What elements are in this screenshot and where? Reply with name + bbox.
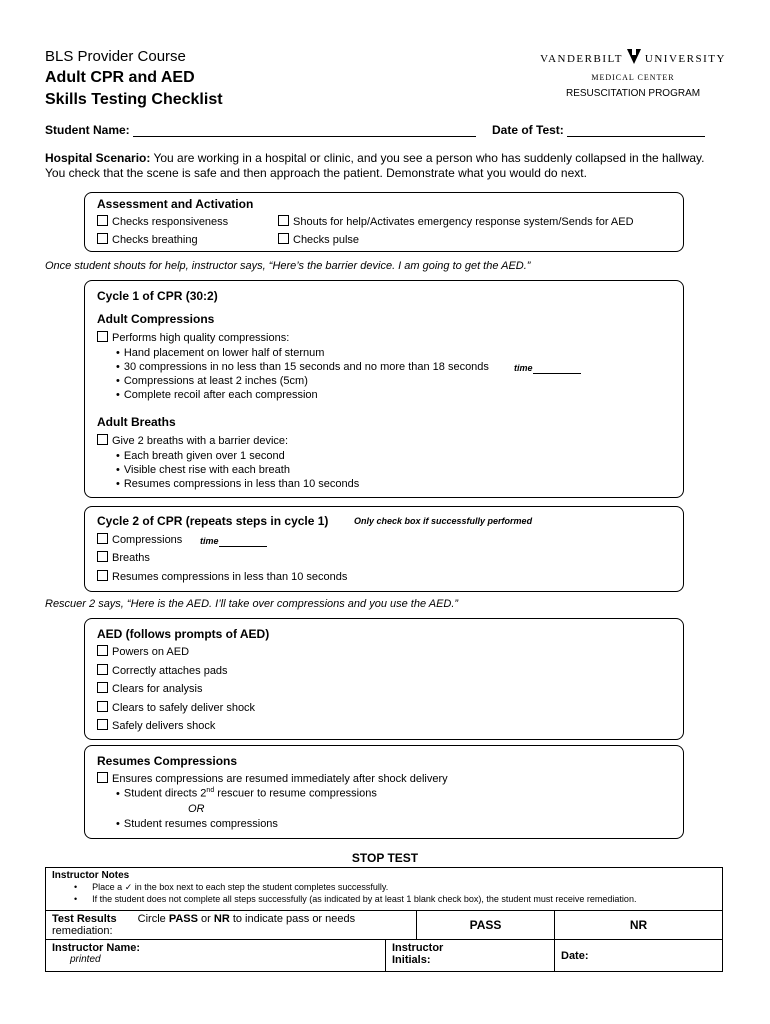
clears-for-analysis[interactable] — [97, 682, 202, 695]
bullet-text: rescuer to resume compressions — [214, 787, 377, 800]
instructor-notes-table — [45, 867, 723, 972]
rescuer-prompt: Rescuer 2 says, “Here is the AED. I’ll take over compressions and you use the AED.” — [45, 598, 459, 610]
performs-compressions[interactable] — [97, 331, 289, 344]
bullet-hand-placement: • Hand placement on lower half of sternum — [116, 347, 324, 359]
checkbox[interactable] — [97, 215, 108, 226]
attaches-pads[interactable] — [97, 664, 228, 677]
item-label: Clears for analysis — [112, 683, 203, 695]
instructor-notes-cell — [46, 868, 723, 911]
checkbox[interactable] — [97, 551, 108, 562]
checkbox[interactable] — [97, 772, 108, 783]
pass-option[interactable]: PASS — [417, 911, 555, 940]
student-name-label: Student Name: — [45, 123, 130, 137]
resumes-title: Resumes Compressions — [97, 754, 238, 768]
checkbox[interactable] — [278, 215, 289, 226]
test-results-cell — [46, 911, 417, 940]
printed-label: printed — [70, 954, 101, 965]
checkbox[interactable] — [97, 233, 108, 244]
cycle2-note: Only check box if successfully performed — [354, 516, 533, 526]
item-label: Ensures compressions are resumed immediately after shock delivery — [112, 773, 448, 785]
cycle2-time-field[interactable] — [200, 535, 267, 547]
date-label: Date: — [561, 949, 589, 962]
course-name: BLS Provider Course — [45, 48, 186, 65]
checkmark-icon: ✓ — [124, 882, 133, 892]
checkbox[interactable] — [278, 233, 289, 244]
item-label: Performs high quality compressions: — [112, 332, 290, 344]
logo-left-text: VANDERBILT — [540, 53, 623, 65]
item-label: Shouts for help/Activates emergency response system/Sends for AED — [293, 216, 634, 228]
bullet-30-compressions: • 30 compressions in no less than 15 seconds and no more than 18 seconds — [116, 361, 489, 373]
bullet-student-resumes: • Student resumes compressions — [116, 818, 278, 830]
bullet-breath-duration: • Each breath given over 1 second — [116, 450, 285, 462]
item-label: Checks responsiveness — [112, 216, 229, 228]
initials-label-2: Initials: — [392, 954, 431, 966]
item-label: Powers on AED — [112, 646, 190, 658]
aed-title: AED (follows prompts of AED) — [97, 627, 270, 641]
test-results-label: Test Results — [52, 913, 117, 925]
logo-v-icon — [627, 49, 641, 69]
logo-right-text: UNIVERSITY — [644, 53, 726, 65]
nr-option[interactable]: NR — [555, 911, 723, 940]
instruction-text: to indicate pass or needs remediation: — [52, 913, 356, 937]
checkbox[interactable] — [97, 434, 108, 445]
item-label: Safely delivers shock — [112, 720, 216, 732]
date-of-test-blank[interactable] — [567, 124, 705, 137]
instructor-name-label: Instructor Name: — [52, 942, 141, 954]
program-name: RESUSCITATION PROGRAM — [566, 88, 701, 99]
cycle1-title: Cycle 1 of CPR (30:2) — [97, 289, 218, 303]
bullet-chest-rise: • Visible chest rise with each breath — [116, 464, 290, 476]
notes-bullet-2: • If the student does not complete all steps successfully (as indicated by at least 1 blank check box), the student must receive remediation. — [74, 894, 637, 904]
check-pulse[interactable] — [278, 233, 359, 246]
instruction-text: or — [197, 913, 214, 925]
time-label: time — [200, 536, 219, 546]
item-label: Correctly attaches pads — [112, 665, 228, 677]
checkbox[interactable] — [97, 331, 108, 342]
instruction-nr-word: NR — [213, 913, 230, 925]
item-label: Give 2 breaths with a barrier device: — [112, 435, 289, 447]
check-shouts-for-help[interactable] — [278, 215, 634, 228]
note-text: If the student does not complete all steps successfully (as indicated by at least 1 blank check box), the student must receive remediation. — [92, 894, 637, 904]
instructor-name-cell[interactable] — [46, 940, 386, 972]
scenario-text: You are working in a hospital or clinic, and you see a person who has suddenly collapsed in the hallway. You check that the scene is safe and then approach the patient. Demonstrate what you would do next. — [45, 151, 705, 180]
hospital-scenario — [45, 151, 720, 181]
bullet-recoil: • Complete recoil after each compression — [116, 389, 318, 401]
checkbox[interactable] — [97, 645, 108, 656]
stop-test-heading: STOP TEST — [351, 851, 419, 865]
instructor-prompt: Once student shouts for help, instructor says, “Here’s the barrier device. I am going to get the AED.” — [45, 260, 531, 272]
cycle2-resumes[interactable] — [97, 570, 347, 583]
time-blank[interactable] — [533, 364, 581, 374]
checkbox[interactable] — [97, 719, 108, 730]
item-label: Resumes compressions in less than 10 seconds — [112, 571, 348, 583]
give-breaths[interactable] — [97, 434, 288, 447]
breaths-title: Adult Breaths — [97, 415, 176, 429]
initials-label-1: Instructor — [392, 942, 444, 954]
cycle2-breaths[interactable] — [97, 551, 150, 564]
cycle1-time-field[interactable] — [514, 362, 581, 374]
time-label: time — [514, 363, 533, 373]
or-text: OR — [188, 803, 205, 815]
assessment-title: Assessment and Activation — [97, 197, 254, 211]
date-of-test-field[interactable] — [492, 123, 705, 137]
instructor-initials-cell[interactable] — [386, 940, 555, 972]
date-cell[interactable] — [555, 940, 723, 972]
ensures-compressions[interactable] — [97, 772, 448, 785]
clears-for-shock[interactable] — [97, 701, 255, 714]
item-label: Checks pulse — [293, 234, 360, 246]
instruction-text: Circle — [137, 913, 169, 925]
time-blank[interactable] — [219, 537, 267, 547]
student-name-field[interactable] — [45, 123, 476, 137]
cycle2-title: Cycle 2 of CPR (repeats steps in cycle 1) — [97, 514, 329, 528]
bullet-text: Student directs 2 — [123, 787, 207, 800]
bullet-compression-depth: • Compressions at least 2 inches (5cm) — [116, 375, 308, 387]
delivers-shock[interactable] — [97, 719, 215, 732]
check-breathing[interactable] — [97, 233, 198, 246]
university-logo — [540, 49, 726, 82]
bullet-directs-rescuer — [116, 787, 377, 800]
title-line-1: Adult CPR and AED — [45, 69, 195, 86]
checkbox[interactable] — [97, 682, 108, 693]
bullet-resume-compressions: • Resumes compressions in less than 10 seconds — [116, 478, 359, 490]
title-line-2: Skills Testing Checklist — [45, 91, 223, 108]
cycle2-compressions[interactable] — [97, 533, 182, 546]
item-label: Checks breathing — [112, 234, 198, 246]
notes-bullet-1: • Place a ✓ in the box next to each step the student completes successfully. — [74, 882, 389, 892]
check-responsiveness[interactable] — [97, 215, 228, 228]
date-of-test-label: Date of Test: — [492, 123, 564, 137]
checkbox[interactable] — [97, 701, 108, 712]
logo-subtitle: MEDICAL CENTER — [591, 73, 675, 82]
instruction-pass-word: PASS — [168, 913, 198, 925]
checkbox[interactable] — [97, 570, 108, 581]
item-label: Breaths — [112, 552, 150, 564]
scenario-label: Hospital Scenario: — [45, 151, 151, 165]
compressions-title: Adult Compressions — [97, 312, 215, 326]
checkbox[interactable] — [97, 664, 108, 675]
notes-title: Instructor Notes — [52, 870, 130, 881]
powers-on-aed[interactable] — [97, 645, 189, 658]
student-name-blank[interactable] — [133, 124, 476, 137]
checkbox[interactable] — [97, 533, 108, 544]
item-label: Clears to safely deliver shock — [112, 702, 256, 714]
note-text: in the box next to each step the student completes successfully. — [132, 882, 389, 892]
item-label: Compressions — [112, 534, 183, 546]
note-text: Place a — [92, 882, 125, 892]
superscript: nd — [206, 787, 215, 794]
